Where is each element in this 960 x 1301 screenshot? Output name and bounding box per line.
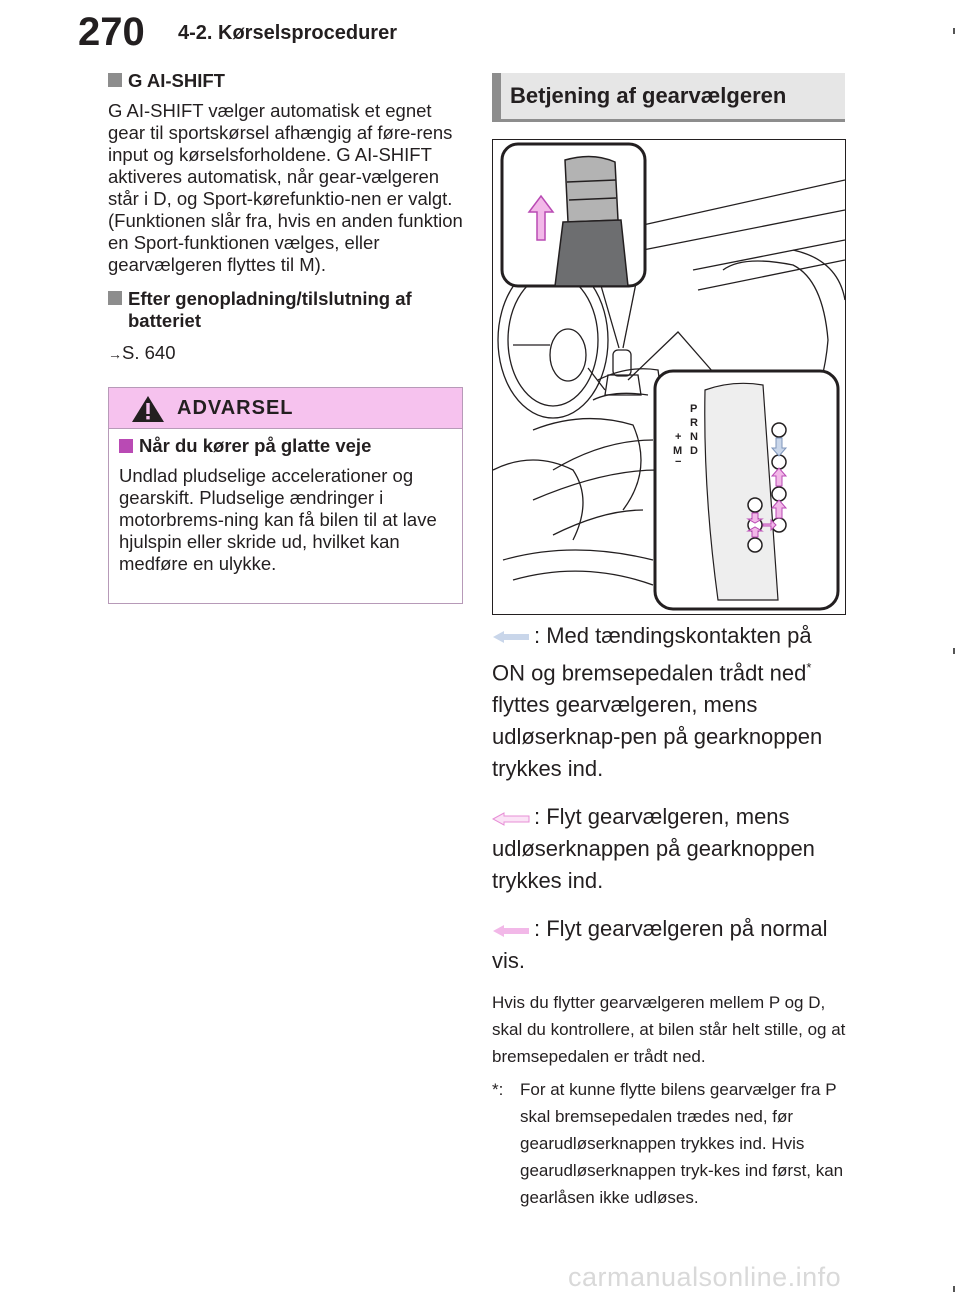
watermark: carmanualsonline.info (568, 1262, 842, 1292)
legend-text-1-tail: flyttes gearvælgeren, mens udløserknap-pen på gearknoppen trykkes ind. (492, 692, 823, 782)
legend-item-outline (492, 801, 847, 897)
pink-arrow-icon (492, 924, 530, 938)
gate-position-m-minus (748, 538, 762, 552)
crop-mark (953, 1286, 955, 1292)
square-bullet-icon (108, 291, 122, 305)
square-bullet-icon (119, 439, 133, 453)
warning-body (109, 429, 462, 575)
outline-pink-arrow-icon (492, 812, 530, 826)
page-reference[interactable] (108, 342, 463, 364)
gate-position-m-plus (748, 498, 762, 512)
reference-text: S. 640 (122, 342, 176, 363)
paragraph-p-d: Hvis du flytter gearvælgeren mellem P og D, skal du kontrollere, at bilen står helt stille, og at bremsepedalen er trådt ned. (492, 993, 846, 1067)
page-header (0, 0, 960, 66)
left-column (108, 70, 463, 364)
legend-text-2: : Flyt gearvælgeren, mens udløserknappen på gearknoppen trykkes ind. (492, 804, 815, 894)
gate-label-r: R (690, 417, 698, 429)
legend-item-pink (492, 913, 847, 977)
square-bullet-icon (108, 73, 122, 87)
footnote-text: For at kunne flytte bilens gearvælger fra P skal bremsepedalen trædes ned, før gearudløserknappen trykkes ind. Hvis gearudløserknappen tryk-kes ind først, kan gearlåsen ikke udløses. (520, 1080, 844, 1208)
gate-label-n: N (690, 431, 698, 443)
page-number: 270 (78, 10, 145, 54)
crop-mark (953, 28, 955, 34)
gate-position-p (772, 423, 786, 437)
gate-label-d: D (690, 445, 698, 457)
gate-position-n (772, 487, 786, 501)
banner-title: Betjening af gearvælgeren (510, 83, 787, 108)
gate-label-p: P (690, 403, 698, 415)
section-banner (492, 73, 845, 122)
footnote-mark: *: (492, 1080, 504, 1100)
warning-text: Undlad pludselige accelerationer og gearskift. Pludselige ændringer i motorbrems-ning kan få bilen til at lave hjulspin eller skride ud, hvilket kan medføre en ulykke. (119, 465, 437, 574)
gate-position-r (772, 455, 786, 469)
warning-subheading (119, 435, 452, 457)
subheading-text: Efter genopladning/tilslutning af batteriet (128, 288, 412, 331)
crop-mark (953, 648, 955, 654)
warning-subheading-text: Når du kører på glatte veje (139, 435, 372, 456)
subheading-g-ai-shift (108, 70, 463, 92)
banner-marker (492, 73, 501, 119)
warning-header (109, 388, 462, 429)
legend-text-3: : Flyt gearvælgeren på normal vis. (492, 916, 828, 974)
footnote-marker: * (806, 660, 812, 675)
legend-text-1: : Med tændingskontakten på ON og bremsepedalen trådt ned (492, 623, 812, 686)
gate-label-m: M (673, 445, 683, 457)
section-title: 4-2. Kørselsprocedurer (178, 22, 397, 44)
arrow-right-icon: → (108, 346, 122, 362)
warning-title: ADVARSEL (177, 397, 294, 419)
right-column-text (492, 620, 847, 1211)
paragraph-g-ai-shift: G AI-SHIFT vælger automatisk et egnet gear til sportskørsel afhængig af føre-rens input og kørselsforholdene. G AI-SHIFT aktiveres automatisk, når gear-vælgeren står i D, og Sport-kørefunktio-nen er valgt. (Funktionen slår fra, hvis en anden funktion en Sport-funktionen vælges, eller gearvælgeren flyttes til M). (108, 100, 463, 275)
warning-box (108, 387, 463, 604)
warning-triangle-icon (131, 395, 165, 423)
gate-label-plus: + (675, 431, 682, 443)
gear-selector-illustration (492, 139, 846, 615)
car-interior-drawing (493, 140, 845, 614)
subheading-text: G AI-SHIFT (128, 70, 225, 91)
subheading-battery (108, 288, 463, 332)
footnote (492, 1076, 847, 1211)
blue-arrow-icon (492, 630, 530, 644)
legend-item-solid (492, 620, 847, 785)
gate-label-minus: − (675, 456, 682, 468)
